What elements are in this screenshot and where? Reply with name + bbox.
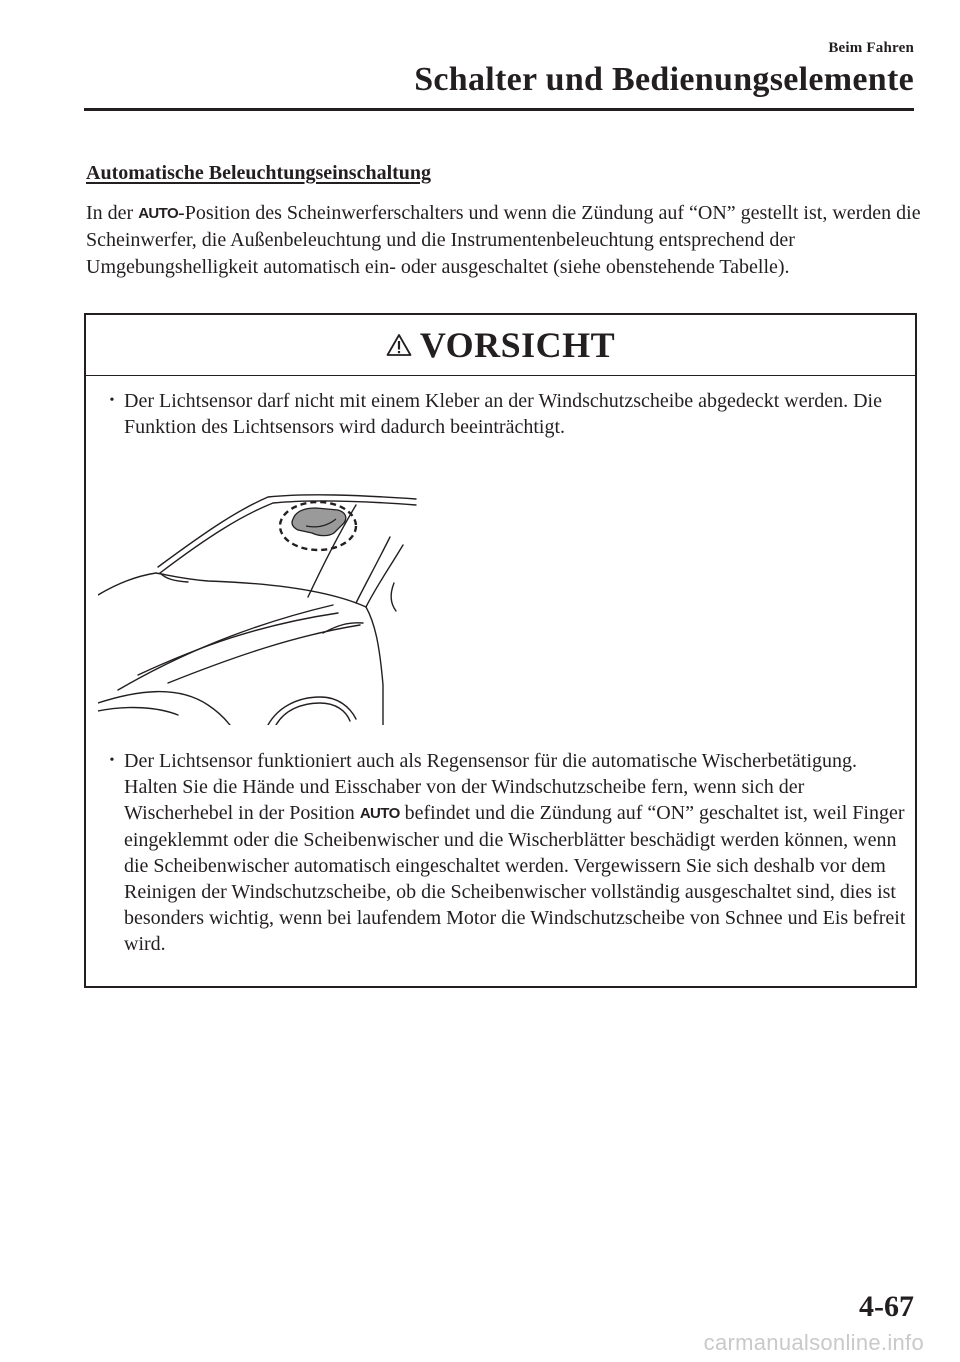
watermark: carmanualsonline.info: [703, 1330, 924, 1355]
windshield-light-sensor-illustration: [98, 475, 418, 725]
auto-symbol: AUTO: [359, 805, 400, 822]
page-title: Schalter und Bedienungselemente: [414, 61, 914, 98]
page-number: 4-67: [859, 1290, 914, 1323]
header-divider: [84, 108, 914, 111]
caution-box: [84, 313, 917, 988]
caution-header: [86, 315, 915, 376]
bullet-mark: •: [109, 393, 115, 408]
chapter-label: Beim Fahren: [828, 40, 914, 56]
warning-triangle-icon: [386, 333, 412, 357]
caution-bullet-1: [100, 388, 910, 440]
caution-title: VORSICHT: [419, 325, 616, 365]
caution-bullet-2-text-rest: befindet und die Zündung auf “ON” geschaltet ist, weil Finger eingeklemmt oder die Scheibenwischer und die Wischerblätter beschädigt werden können, wenn die Scheibenwischer automatisch eingeschaltet werden. Vergewissern Sie sich deshalb vor dem Reinigen der Windschutzscheibe, ob die Scheibenwischer vollständig ausgeschaltet sind, dies ist besonders wichtig, wenn bei laufendem Motor die Windschutzscheibe von Schnee und Eis befreit wird.: [124, 802, 906, 955]
caution-bullet-2-text-start: Der Lichtsensor funktioniert auch als Regensensor für die automatische Wischerbetätigung. Halten Sie die Hände und Eisschaber von der Windschutzscheibe fern, wenn sich der Wischerhebel in der Position: [124, 750, 858, 824]
section-heading: Automatische Beleuchtungseinschaltung: [86, 162, 432, 184]
bullet-mark: •: [109, 753, 115, 768]
caution-bullet-1-text: Der Lichtsensor darf nicht mit einem Kleber an der Windschutzscheibe abgedeckt werden. Die Funktion des Lichtsensors wird dadurch beeinträchtigt.: [124, 390, 882, 438]
caution-bullet-2-text: [124, 748, 910, 957]
intro-text-start: In der: [86, 202, 139, 224]
auto-symbol: AUTO: [138, 205, 179, 222]
intro-paragraph: [86, 200, 921, 281]
caution-bullet-2: [100, 748, 910, 957]
intro-text-rest: -Position des Scheinwerferschalters und wenn die Zündung auf “ON” gestellt ist, werden die Scheinwerfer, die Außenbeleuchtung und die Instrumentenbeleuchtung entsprechend der Umgebungshelligkeit automatisch ein- oder ausgeschaltet (siehe obenstehende Tabelle).: [86, 202, 921, 278]
